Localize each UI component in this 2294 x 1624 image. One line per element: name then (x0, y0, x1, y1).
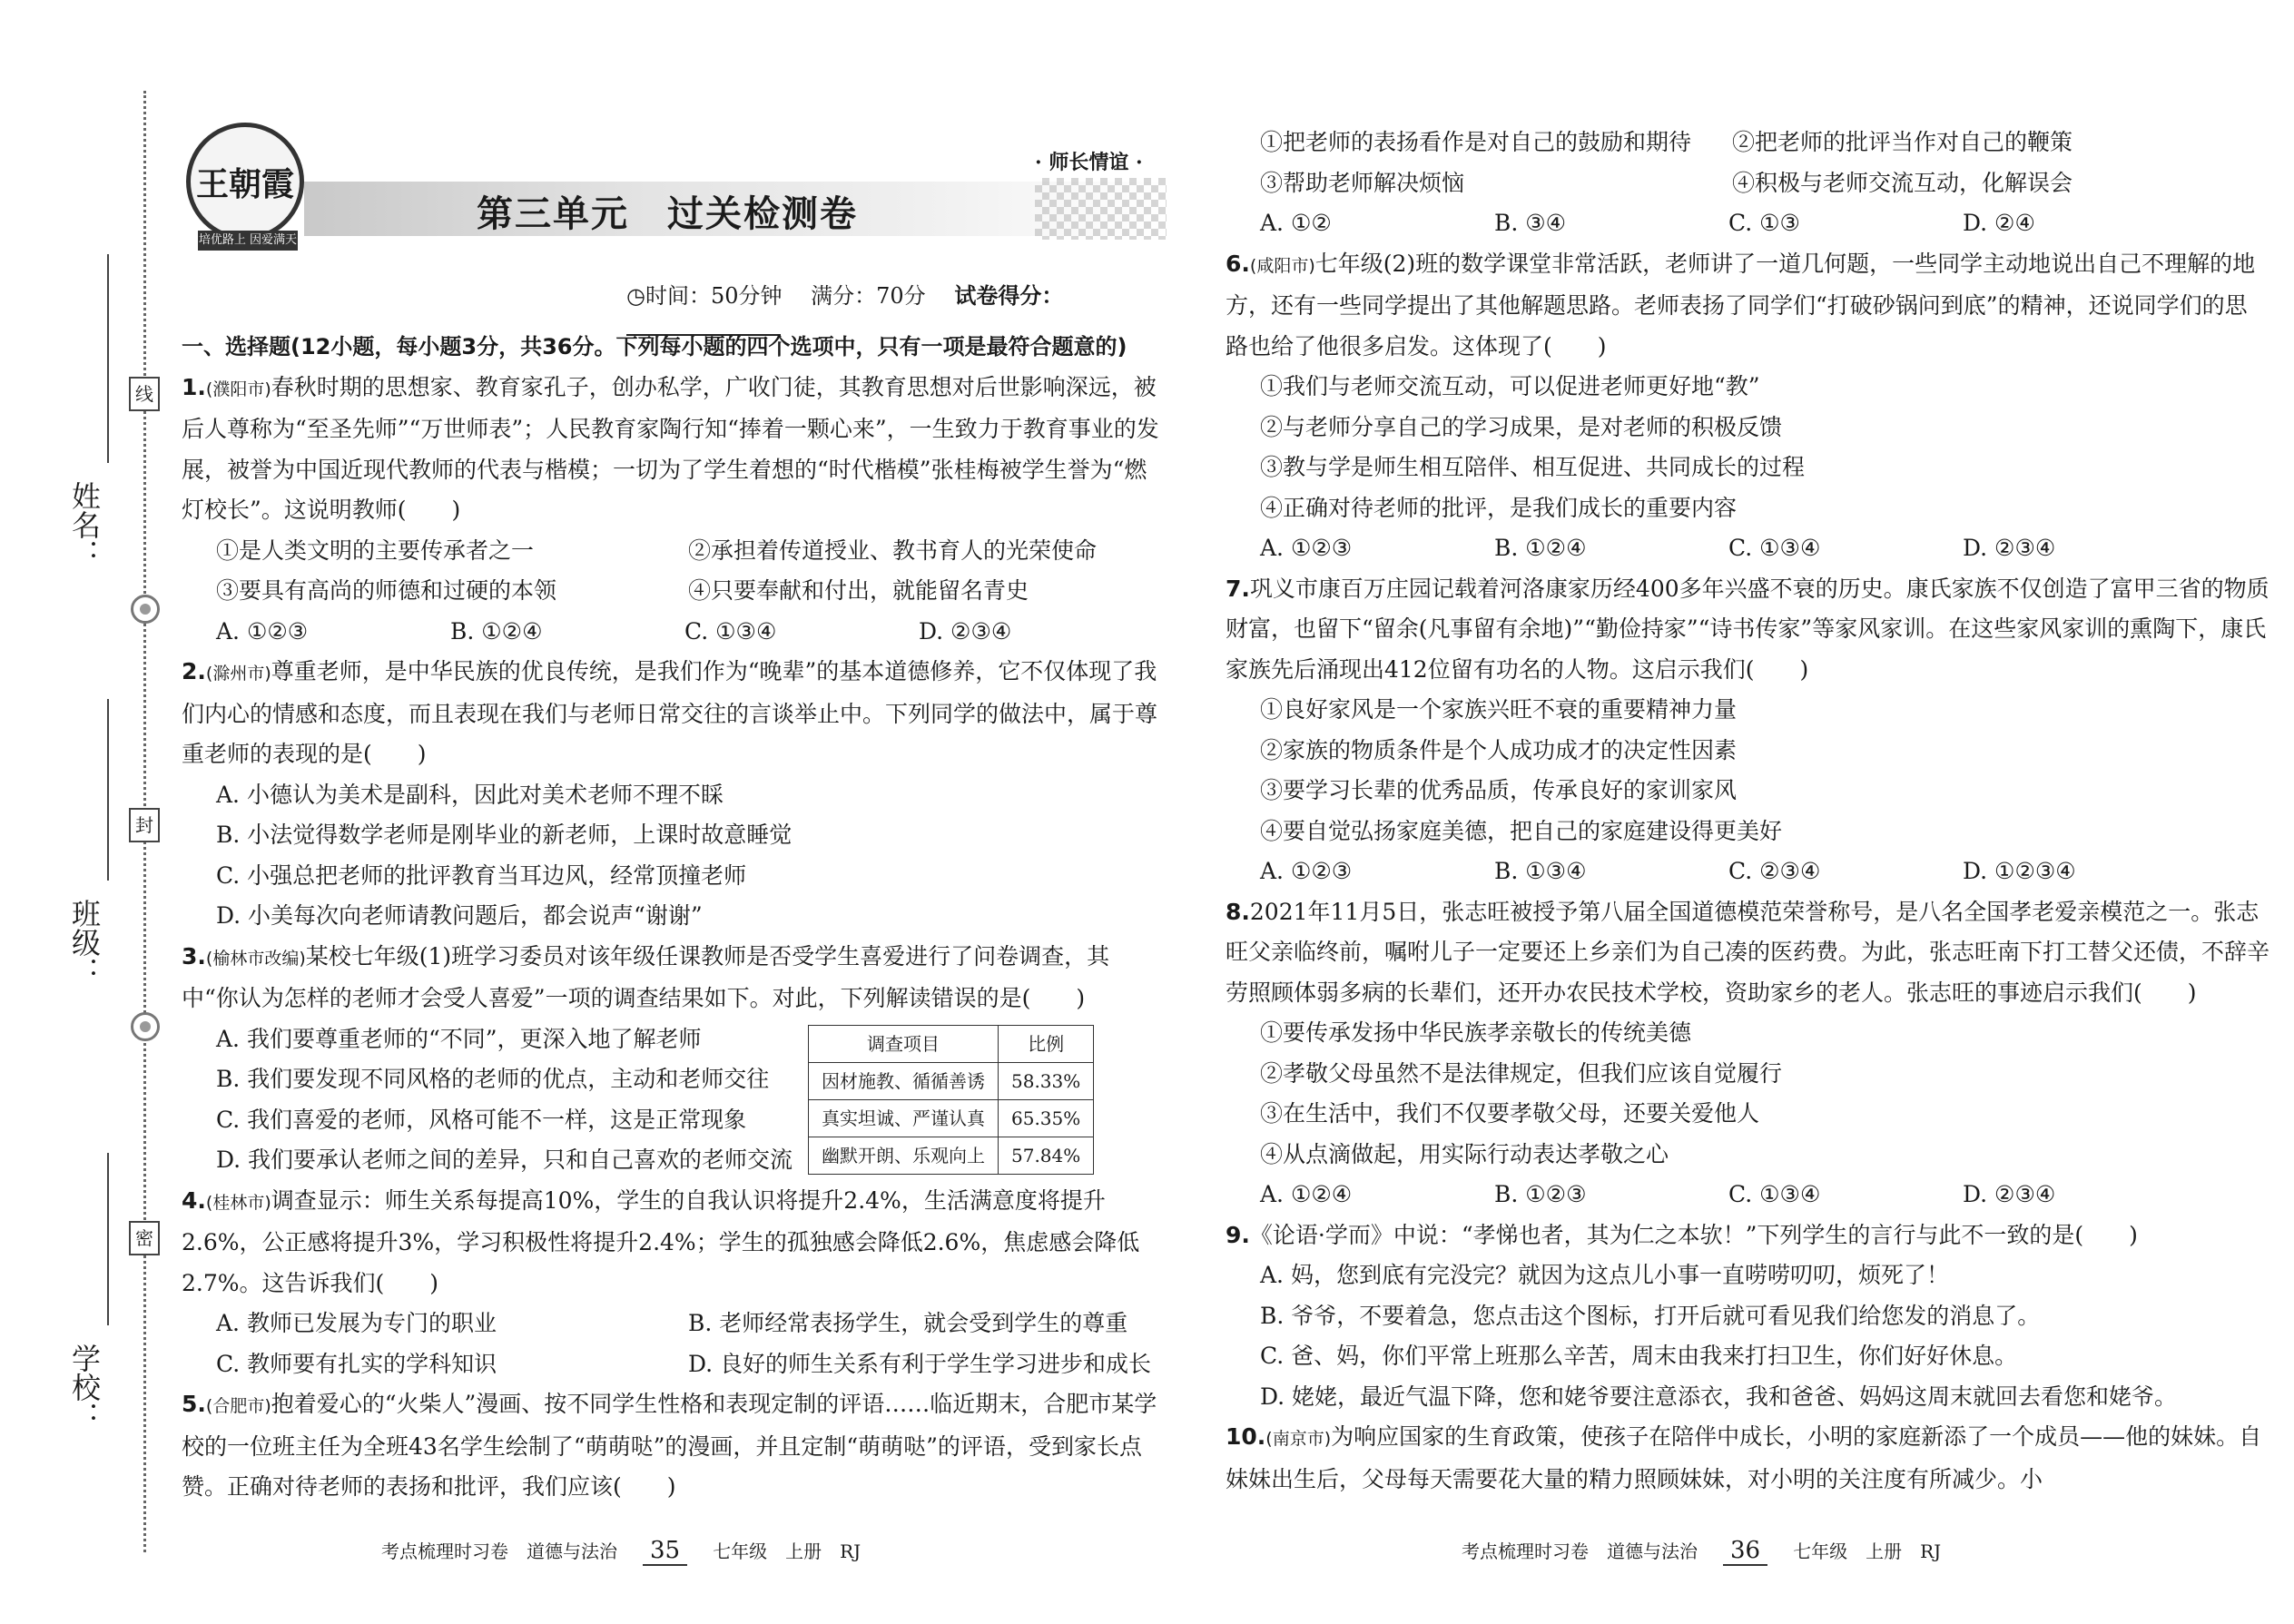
table-row (809, 1062, 1094, 1099)
table-header: 比例 (999, 1025, 1094, 1062)
question-1: 1.(濮阳市)春秋时期的思想家、教育家孔子，创办私学，广收门徒，其教育思想对后世影响深远，被后人尊称为“至圣先师”“万世师表”；人民教育家陶行知“捧着一颗心来”，一生致力于教育事业的发展，被誉为中国近现代教师的代表与楷模；一切为了学生着想的“时代楷模”张桂梅被学生誉为“燃灯校长”。这说明教师( ) (182, 373, 1159, 523)
table-row (809, 1137, 1094, 1174)
table-cell: 58.33% (999, 1062, 1094, 1099)
q8-options (1226, 1175, 2269, 1216)
time-limit: 时间：50分钟 (645, 283, 783, 309)
q5-item: ④积极与老师交流互动，化解误会 (1732, 169, 2073, 196)
question-3: 3.(榆林市改编)某校七年级(1)班学习委员对该年级任课教师是否受学生喜爱进行了问卷调查，其中“你认为怎样的老师才会受人喜爱”一项的调查结果如下。对此，下列解读错误的是( ) (182, 942, 1110, 1011)
option[interactable]: C. ②③④ (1728, 858, 1821, 884)
table-row (809, 1099, 1094, 1137)
q7-item: ④要自觉弘扬家庭美德，把自己的家庭建设得更美好 (1260, 817, 1783, 844)
q3-body (182, 1019, 1162, 1181)
series-label: · 师长情谊 · (1035, 151, 1143, 174)
banner-checker-decoration (1035, 178, 1167, 240)
q6-item: ③教与学是师生相互陪伴、相互促进、共同成长的过程 (1260, 454, 1806, 480)
option[interactable]: D. 小美每次向老师请教问题后，都会说声“谢谢” (216, 902, 703, 929)
survey-table (808, 1025, 1094, 1175)
option[interactable]: D. ②③④ (1963, 1181, 2056, 1207)
seal-char-secret: 密 (129, 1221, 160, 1255)
footer-grade: 七年级 上册 RJ (1793, 1540, 1942, 1562)
option[interactable]: B. 爷爷，不要着急，您点击这个图标，打开后就可看见我们给您发的消息了。 (1260, 1302, 2041, 1329)
table-header: 调查项目 (809, 1025, 999, 1062)
full-score: 满分：70分 (811, 283, 926, 309)
question-10: 10.(南京市)为响应国家的生育政策，使孩子在陪伴中成长，小明的家庭新添了一个成员——他的妹妹。自妹妹出生后，父母每天需要花大量的精力照顾妹妹，对小明的关注度有所减少。小 (1226, 1423, 2262, 1492)
option[interactable]: C. ①③ (1728, 210, 1800, 236)
question-8: 8.2021年11月5日，张志旺被授予第八届全国道德模范荣誉称号，是八名全国孝老爱亲模范之一。张志旺父亲临终前，嘱咐儿子一定要还上乡亲们为自己凑的医药费。为此，张志旺南下打工替父还债，不辞辛劳照顾体弱多病的长辈们，还开办农民技术学校，资助家乡的老人。张志旺的事迹启示我们( ) (1226, 898, 2270, 1006)
table-cell: 57.84% (999, 1137, 1094, 1174)
seal-char-line: 线 (129, 377, 160, 411)
q1-item: ④只要奉献和付出，就能留名青史 (688, 577, 1029, 604)
option[interactable]: D. ②③④ (919, 617, 1012, 645)
right-content (1226, 123, 2269, 1500)
question-7: 7.巩义市康百万庄园记载着河洛康家历经400多年兴盛不衰的历史。康氏家族不仅创造了富甲三省的物质财富，也留下“留余(凡事留有余地)”“勤俭持家”“诗书传家”等家风家训。在这些家风家训的熏陶下，康氏家族先后涌现出412位留有功名的人物。这启示我们( ) (1226, 575, 2269, 683)
option[interactable]: B. 我们要发现不同风格的老师的优点，主动和老师交往 (216, 1066, 770, 1092)
q4-options (182, 1304, 1162, 1344)
option[interactable]: A. ①②③ (1260, 535, 1353, 561)
q7-item: ②家族的物质条件是个人成功成才的决定性因素 (1260, 736, 1738, 763)
school-blank-line (107, 1153, 109, 1325)
q5-item: ①把老师的表扬看作是对自己的鼓励和期待 (1260, 129, 1692, 155)
option[interactable]: B. 老师经常表扬学生，就会受到学生的尊重 (688, 1310, 1128, 1336)
option[interactable]: C. 爸、妈，你们平常上班那么辛苦，周末由我来打扫卫生，你们好好休息。 (1260, 1343, 2018, 1369)
q4-options (182, 1344, 1162, 1385)
option[interactable]: D. ②③④ (1963, 535, 2056, 561)
q1-item: ②承担着传道授业、教书育人的光荣使命 (688, 536, 1098, 564)
name-blank-line (107, 254, 109, 463)
page-title: 第三单元 过关检测卷 (477, 193, 858, 235)
option[interactable]: A. ①②④ (1260, 1181, 1353, 1207)
option[interactable]: B. ①②④ (1494, 535, 1587, 561)
footer-book: 考点梳理时习卷 道德与法治 (1462, 1540, 1698, 1562)
right-page (1171, 0, 2294, 1624)
q6-item: ④正确对待老师的批评，是我们成长的重要内容 (1260, 494, 1738, 521)
class-label: 班级： (67, 899, 102, 986)
option[interactable]: C. 小强总把老师的批评教育当耳边风，经常顶撞老师 (216, 861, 747, 889)
option[interactable]: D. 我们要承认老师之间的差异，只和自己喜欢的老师交流 (216, 1147, 793, 1173)
score-label: 试卷得分： (954, 282, 1064, 309)
seal-char-seal: 封 (129, 808, 160, 842)
footer-book: 考点梳理时习卷 道德与法治 (381, 1540, 617, 1562)
q1-items (182, 571, 1162, 612)
option[interactable]: C. ①③④ (1728, 535, 1821, 561)
option[interactable]: B. ①②④ (450, 617, 543, 645)
q5-options (1226, 203, 2269, 244)
left-content (182, 327, 1162, 1508)
q7-item: ①良好家风是一个家族兴旺不衰的重要精神力量 (1260, 696, 1738, 723)
page-number: 35 (643, 1537, 687, 1566)
option[interactable]: A. 我们要尊重老师的“不同”，更深入地了解老师 (216, 1025, 702, 1052)
binding-margin (0, 0, 172, 1624)
option[interactable]: D. 姥姥，最近气温下降，您和姥爷要注意添衣，我和爸爸、妈妈这周末就回去看您和姥爷。 (1260, 1383, 2178, 1410)
logo-motto: 培优路上 因爱满天 (198, 231, 298, 251)
table-header-row (809, 1025, 1094, 1062)
option[interactable]: D. ②④ (1963, 210, 2035, 236)
name-label: 姓名： (67, 481, 102, 568)
class-blank-line (107, 699, 109, 881)
option[interactable]: C. ①③④ (1728, 1181, 1821, 1207)
option[interactable]: D. 良好的师生关系有利于学生学习进步和成长 (688, 1350, 1152, 1377)
clock-icon: ◷ (626, 283, 645, 309)
footer-grade: 七年级 上册 RJ (713, 1540, 861, 1562)
option[interactable]: C. ①③④ (684, 617, 777, 645)
section-heading: 一、选择题(12小题，每小题3分，共36分。下列每小题的四个选项中，只有一项是最符合题意的) (182, 334, 1127, 359)
page-number: 36 (1723, 1537, 1767, 1566)
q6-item: ②与老师分享自己的学习成果，是对老师的积极反馈 (1260, 413, 1783, 440)
option[interactable]: A. ①②③ (1260, 858, 1353, 884)
question-2: 2.(滁州市)尊重老师，是中华民族的优良传统，是我们作为“晚辈”的基本道德修养，它不仅体现了我们内心的情感和态度，而且表现在我们与老师日常交往的言谈举止中。下列同学的做法中，属于尊重老师的表现的是( ) (182, 658, 1158, 767)
q5-items (1226, 123, 2269, 163)
q7-item: ③要学习长辈的优秀品质，传承良好的家训家风 (1260, 777, 1738, 803)
q1-item: ③要具有高尚的师德和过硬的本领 (216, 577, 557, 604)
option[interactable]: A. 教师已发展为专门的职业 (216, 1310, 497, 1336)
table-cell: 幽默开朗、乐观向上 (809, 1137, 999, 1174)
option[interactable]: A. 小德认为美术是副科，因此对美术老师不理不睬 (216, 781, 724, 808)
q1-item: ①是人类文明的主要传承者之一 (216, 536, 535, 564)
q5-item: ③帮助老师解决烦恼 (1260, 169, 1465, 196)
q1-items (182, 531, 1162, 572)
page-footer (381, 1537, 861, 1566)
q5-items (1226, 163, 2269, 204)
brand-logo: 王朝霞 (186, 123, 304, 241)
q8-item: ①要传承发扬中华民族孝亲敬长的传统美德 (1260, 1019, 1692, 1046)
option[interactable]: A. 妈，您到底有完没完？就因为这点儿小事一直唠唠叨叨，烦死了！ (1260, 1262, 1949, 1288)
q8-item: ③在生活中，我们不仅要孝敬父母，还要关爱他人 (1260, 1100, 1760, 1127)
option[interactable]: B. ①③④ (1494, 858, 1587, 884)
school-label: 学校： (67, 1343, 102, 1431)
table-cell: 因材施教、循循善诱 (809, 1062, 999, 1099)
binding-ring-icon (131, 595, 160, 624)
q7-options (1226, 851, 2269, 892)
table-cell: 65.35% (999, 1099, 1094, 1137)
q1-options (182, 612, 1162, 653)
question-6: 6.(咸阳市)七年级(2)班的数学课堂非常活跃，老师讲了一道几何题，一些同学主动地说出自己不理解的地方，还有一些同学提出了其他解题思路。老师表扬了同学们“打破砂锅问到底”的精神，还说同学们的思路也给了他很多启发。这体现了( ) (1226, 250, 2256, 359)
question-5: 5.(合肥市)抱着爱心的“火柴人”漫画、按不同学生性格和表现定制的评语……临近期末，合肥市某学校的一位班主任为全班43名学生绘制了“萌萌哒”的漫画，并且定制“萌萌哒”的评语，受到家长点赞。正确对待老师的表扬和批评，我们应该( ) (182, 1391, 1157, 1500)
q6-item: ①我们与老师交流互动，可以促进老师更好地“教” (1260, 373, 1760, 399)
table-cell: 真实坦诚、严谨认真 (809, 1099, 999, 1137)
q5-item: ②把老师的批评当作对自己的鞭策 (1732, 129, 2073, 155)
q6-options (1226, 528, 2269, 569)
question-4: 4.(桂林市)调查显示：师生关系每提高10%，学生的自我认识将提升2.4%，生活满意度将提升2.6%，公正感将提升3%，学习积极性将提升2.4%；学生的孤独感会降低2.6%，焦虑感会降低2.7%。这告诉我们( ) (182, 1186, 1140, 1296)
option[interactable]: C. 我们喜爱的老师，风格可能不一样，这是正常现象 (216, 1106, 747, 1133)
q8-item: ②孝敬父母虽然不是法律规定，但我们应该自觉履行 (1260, 1059, 1783, 1087)
option[interactable]: D. ①②③④ (1963, 858, 2076, 884)
option[interactable]: C. 教师要有扎实的学科知识 (216, 1350, 497, 1377)
option[interactable]: B. ①②③ (1494, 1181, 1587, 1207)
option[interactable]: A. ①② (1260, 210, 1332, 236)
option[interactable]: A. ①②③ (216, 617, 309, 645)
option[interactable]: B. ③④ (1494, 210, 1567, 236)
option[interactable]: B. 小法觉得数学老师是刚毕业的新老师，上课时故意睡觉 (216, 822, 793, 848)
question-9: 9.《论语·学而》中说：“孝悌也者，其为仁之本欤！”下列学生的言行与此不一致的是( ) (1226, 1221, 2138, 1248)
page-footer (1462, 1537, 1941, 1566)
binding-ring-icon (131, 1012, 160, 1041)
q8-item: ④从点滴做起，用实际行动表达孝敬之心 (1260, 1140, 1669, 1167)
